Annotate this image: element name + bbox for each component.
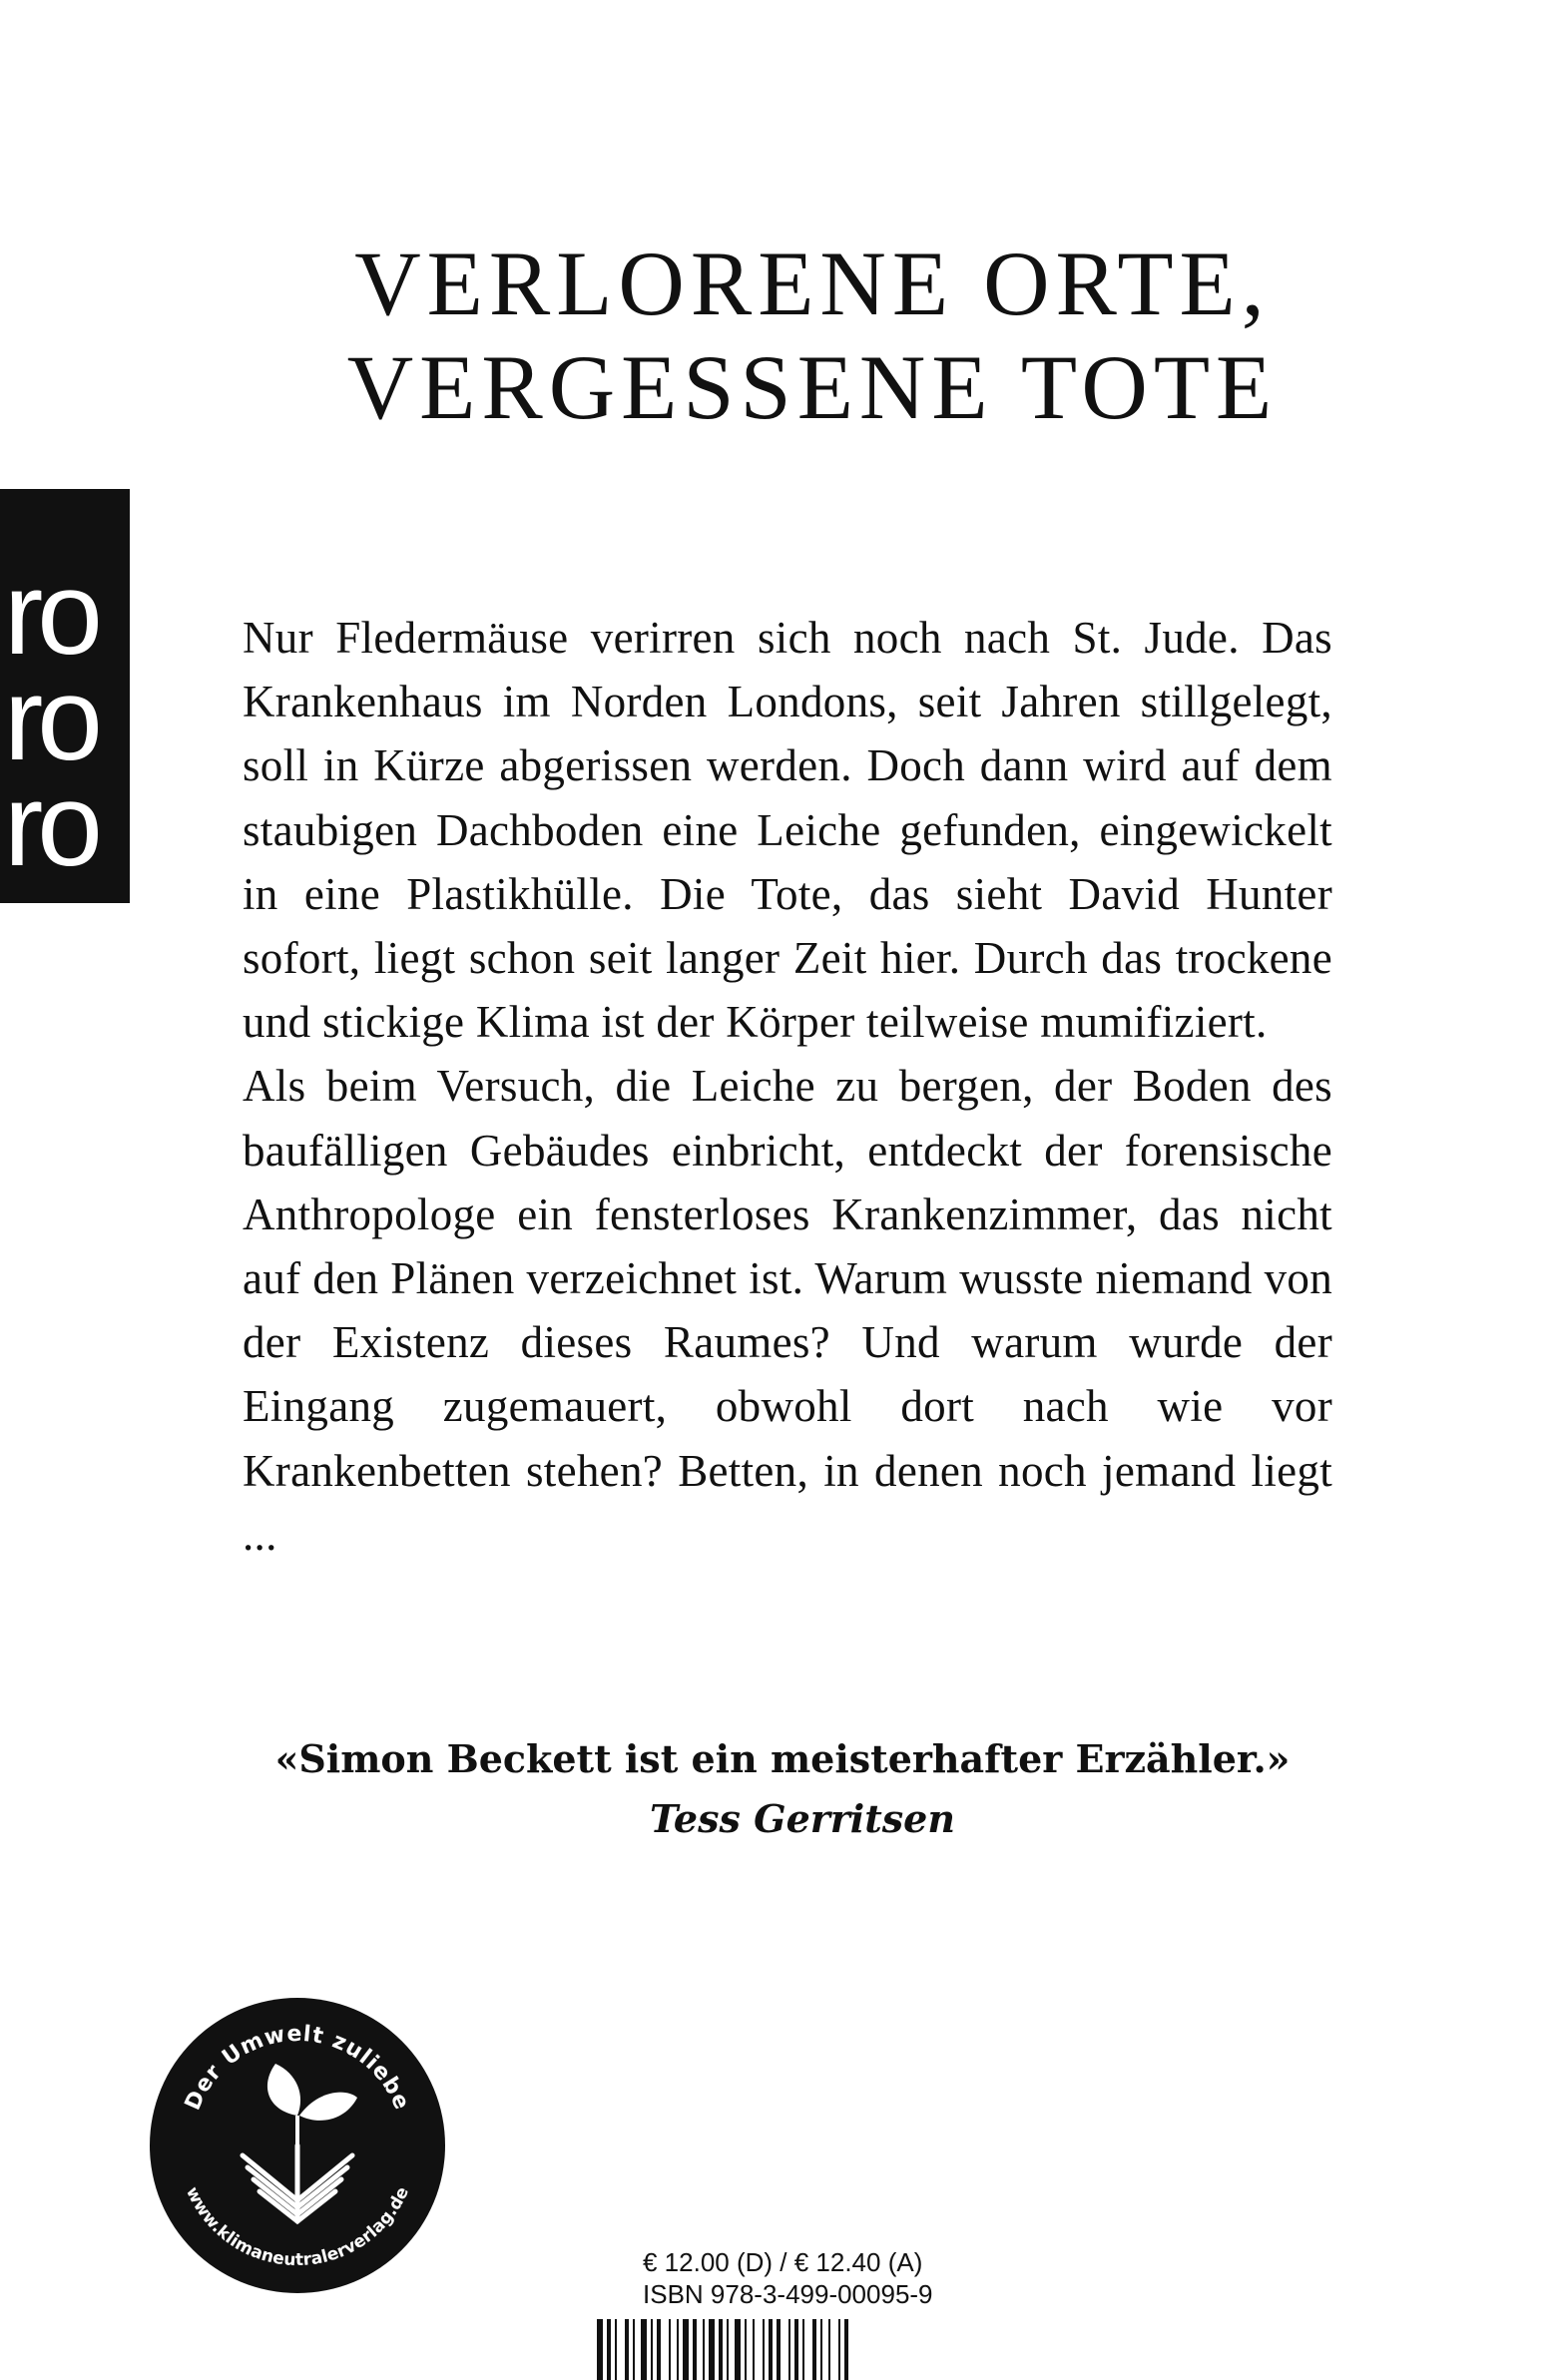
barcode-bar [703,2319,705,2380]
barcode-bar [812,2319,816,2380]
barcode-bar [844,2319,848,2380]
barcode-bar [794,2319,798,2380]
barcode-bar [788,2319,790,2380]
publisher-logo [0,489,130,903]
eco-badge-bottom-text: www.klimaneutralerverlag.de [181,2183,413,2271]
publisher-logo-line: ro [4,759,97,891]
eco-badge-logo [148,1996,447,2295]
barcode-bar [615,2319,617,2380]
barcode-bar [693,2319,697,2380]
eco-badge-top-text: Der Umwelt zuliebe [180,2021,415,2115]
barcode-bar [719,2319,723,2380]
barcode-bar [633,2319,635,2380]
barcode-bar [777,2319,781,2380]
quote-text: «Simon Beckett ist ein meisterhafter Erzähler.» [274,1736,1291,1781]
headline-line-2: VERGESSENE TOTE [346,336,1279,438]
barcode-bar [802,2319,804,2380]
headline [120,232,1505,439]
barcode-bar [828,2319,830,2380]
barcode-bar [607,2319,611,2380]
publisher-logo-line: ro [4,654,97,785]
quote-author: Tess Gerritsen [650,1796,955,1841]
price-text: € 12.00 (D) / € 12.40 (A) [643,2247,923,2277]
barcode-bar [651,2319,653,2380]
barcode-bar [597,2319,603,2380]
barcode-bar [657,2319,661,2380]
barcode-bar [753,2319,755,2380]
barcode-bar [838,2319,840,2380]
publisher-logo-line: ro [4,548,97,680]
barcode [593,2319,952,2380]
barcode-bar [735,2319,741,2380]
barcode-bar [727,2319,729,2380]
barcode-bar [683,2319,689,2380]
review-quote [150,1729,1415,1849]
price-and-isbn [643,2246,933,2310]
barcode-bar [763,2319,765,2380]
blurb-paragraph-2: Als beim Versuch, die Leiche zu bergen, der Boden des baufälligen Gebäudes einbricht, entdeckt der forensische Anthropologe ein fensterloses Krankenzimmer, das nicht auf den Plänen verzeichnet ist. Warum wusste niemand von der Existenz dieses Raumes? Und warum wurde der Eingang zugemauert, obwohl dort nach wie vor Krankenbetten stehen? Betten, in denen noch jemand liegt ... [243,1061,1332,1560]
headline-line-1: VERLORENE ORTE, [354,233,1271,334]
barcode-bar [677,2319,679,2380]
isbn-text: ISBN 978-3-499-00095-9 [643,2279,933,2309]
barcode-bar [769,2319,773,2380]
barcode-bar [641,2319,647,2380]
blurb-text [243,606,1332,1567]
barcode-bar [709,2319,715,2380]
barcode-bar [745,2319,747,2380]
blurb-paragraph-1: Nur Fledermäuse verirren sich noch nach St. Jude. Das Krankenhaus im Norden Londons, seit Jahren stillgelegt, soll in Kürze abgerissen werden. Doch dann wird auf dem staubigen Dachboden eine Leiche gefunden, eingewickelt in eine Plastikhülle. Die Tote, das sieht David Hunter sofort, liegt schon seit langer Zeit hier. Durch das trockene und stickige Klima ist der Körper teilweise mumifiziert. [243,613,1332,1048]
barcode-bar [820,2319,822,2380]
barcode-bar [669,2319,671,2380]
barcode-bar [625,2319,629,2380]
